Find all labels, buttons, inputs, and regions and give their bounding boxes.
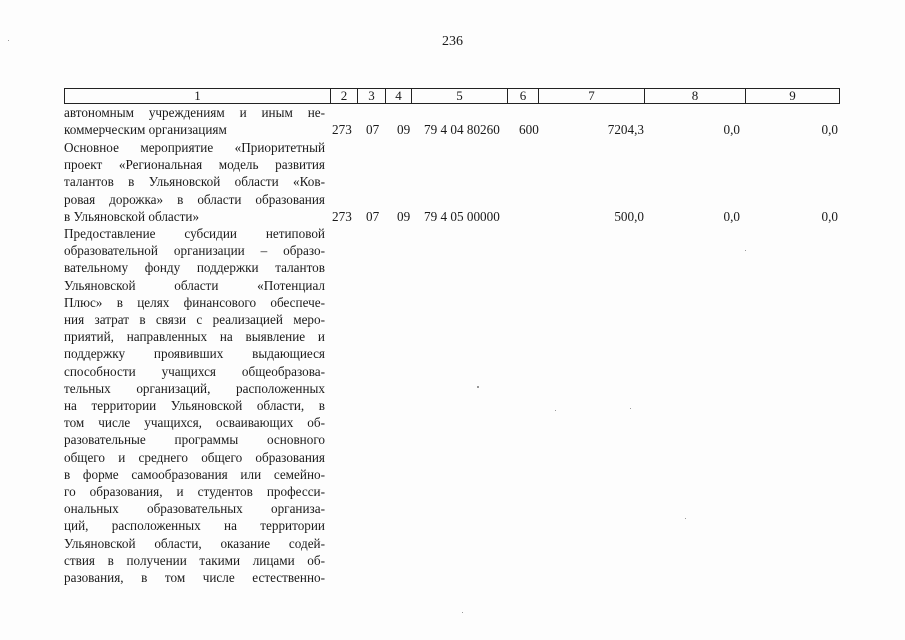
description-line: приятий, направленных на выявление и	[64, 329, 325, 345]
description-line: ональных образовательных организа-	[64, 501, 325, 517]
cell-col-5: 79 4 04 80260	[424, 122, 500, 137]
row-description	[64, 139, 325, 225]
description-line: ния затрат в связи с реализацией меро-	[64, 312, 325, 328]
cell-col-5: 79 4 05 00000	[424, 209, 500, 224]
cell-col-8: 0,0	[723, 209, 740, 224]
header-col-2: 2	[331, 89, 358, 103]
header-col-5: 5	[412, 89, 508, 103]
description-line: Плюс» в целях финансового обеспече-	[64, 294, 325, 310]
header-col-8: 8	[645, 89, 746, 103]
row-description	[64, 104, 325, 138]
description-line: том числе учащихся, осваивающих об-	[64, 415, 325, 431]
description-line: в Ульяновской области»	[64, 208, 200, 224]
scan-speck	[8, 40, 9, 41]
header-col-4: 4	[386, 89, 412, 103]
description-line: на территории Ульяновской области, в	[64, 398, 325, 414]
description-line: Ульяновской области «Потенциал	[64, 277, 325, 293]
table-row	[64, 104, 838, 140]
header-col-7: 7	[539, 89, 645, 103]
header-col-1: 1	[65, 89, 331, 103]
description-line: Ульяновской области, оказание содей-	[64, 535, 325, 551]
description-line: поддержку проявивших выдающиеся	[64, 346, 325, 362]
description-line: разования, в том числе естественно-	[64, 570, 325, 586]
cell-col-7: 500,0	[614, 209, 644, 224]
header-col-9: 9	[789, 88, 796, 103]
cell-col-3: 07	[366, 122, 380, 137]
cell-col-7: 7204,3	[607, 122, 644, 137]
scan-speck	[477, 386, 479, 388]
cell-col-8: 0,0	[723, 122, 740, 137]
description-line: го образования, и студентов професси-	[64, 484, 325, 500]
description-line: Предоставление субсидии нетиповой	[64, 226, 325, 241]
table-row	[64, 225, 838, 590]
table-row	[64, 139, 838, 227]
description-line: талантов в Ульяновской области «Ков-	[64, 174, 325, 190]
scan-speck	[685, 518, 686, 519]
header-col-6: 6	[508, 89, 539, 103]
table-header-row	[64, 88, 840, 104]
description-line: коммерческим организациям	[64, 122, 227, 138]
row-description	[64, 225, 325, 586]
description-line: автономным учреждениям и иным не-	[64, 105, 325, 120]
description-line: общего и среднего общего образования	[64, 449, 325, 465]
scan-speck	[555, 410, 556, 411]
description-line: ровая дорожка» в области образования	[64, 191, 325, 207]
cell-col-6: 600	[519, 122, 539, 137]
description-line: ствия в получении такими лицами об-	[64, 552, 325, 568]
cell-col-4: 09	[397, 122, 411, 137]
scan-speck	[462, 612, 463, 613]
description-line: вательному фонду поддержки талантов	[64, 260, 325, 276]
cell-col-9: 0,0	[821, 209, 838, 224]
cell-col-3: 07	[366, 209, 380, 224]
description-line: образовательной организации – образо-	[64, 243, 325, 259]
description-line: ций, расположенных на территории	[64, 518, 325, 534]
cell-col-2: 273	[332, 209, 352, 224]
description-line: способности учащихся общеобразова-	[64, 363, 325, 379]
description-line: разовательные программы основного	[64, 432, 325, 448]
description-line: тельных организаций, расположенных	[64, 380, 325, 396]
scan-speck	[745, 250, 746, 251]
page-number: 236	[442, 34, 463, 49]
description-line: в форме самообразования или семейно-	[64, 466, 325, 482]
header-col-3: 3	[358, 89, 386, 103]
cell-col-4: 09	[397, 209, 411, 224]
scan-speck	[630, 408, 631, 409]
cell-col-9: 0,0	[821, 122, 838, 137]
description-line: Основное мероприятие «Приоритетный	[64, 140, 325, 155]
cell-col-2: 273	[332, 122, 352, 137]
description-line: проект «Региональная модель развития	[64, 157, 325, 173]
